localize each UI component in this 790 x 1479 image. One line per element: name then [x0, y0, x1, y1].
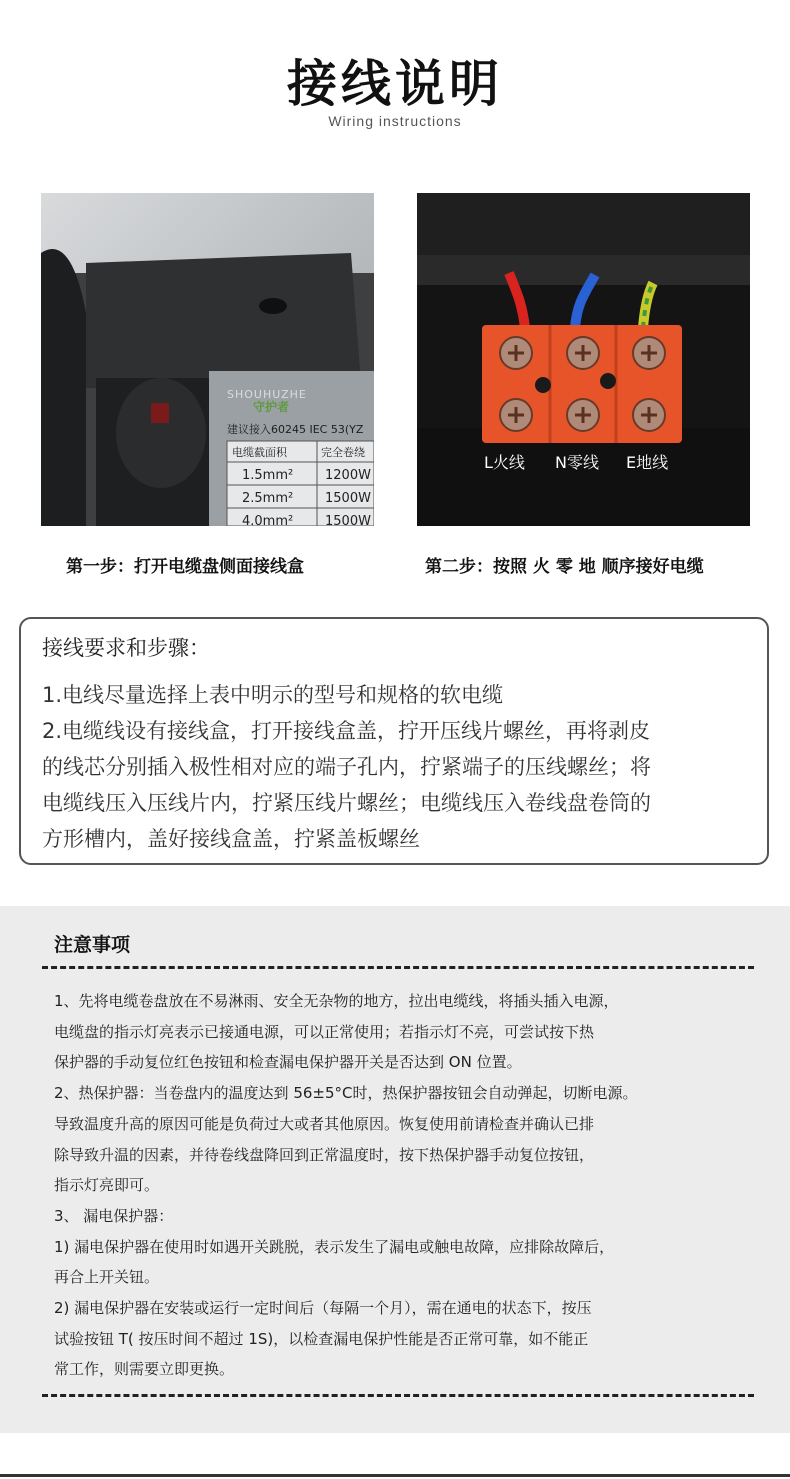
- table-header-power: 完全卷绕: [321, 446, 365, 459]
- brand-label: SHOUHUZHE: [227, 388, 307, 401]
- requirements-line: 的线芯分别插入极性相对应的端子孔内，拧紧端子的压线螺丝；将: [42, 755, 651, 779]
- table-header-area: 电缆截面积: [232, 446, 287, 459]
- table-row-area: 4.0mm²: [242, 514, 294, 526]
- requirements-line: 电缆线压入压线片内，拧紧压线片螺丝；电缆线压入卷线盘卷筒的: [42, 791, 651, 815]
- notes-line: 2、热保护器：当卷盘内的温度达到 56±5°C时，热保护器按钮会自动弹起，切断电源。: [54, 1084, 638, 1103]
- bottom-rule: [0, 1474, 790, 1477]
- spec-line: 建议接入60245 IEC 53(YZ: [227, 423, 364, 436]
- notes-line: 3、 漏电保护器：: [54, 1206, 174, 1225]
- dashed-divider: [42, 1394, 754, 1397]
- table-row-power: 1200W: [325, 468, 371, 483]
- dashed-divider: [42, 966, 754, 969]
- notes-line: 1、先将电缆卷盘放在不易淋雨、安全无杂物的地方，拉出电缆线，将插头插入电源，: [54, 992, 619, 1010]
- requirements-line: 2.电缆线设有接线盒，打开接线盒盖，拧开压线片螺丝，再将剥皮: [42, 719, 651, 743]
- table-row-area: 1.5mm²: [242, 468, 294, 483]
- page-title: 接线说明: [287, 55, 503, 113]
- table-row-power: 1500W: [325, 514, 371, 526]
- notes-section: [0, 906, 790, 1433]
- notes-line: 电缆盘的指示灯亮表示已接通电源，可以正常使用；若指示灯不亮，可尝试按下热: [54, 1022, 595, 1041]
- notes-line: 再合上开关钮。: [54, 1268, 160, 1287]
- table-row-power: 1500W: [325, 491, 371, 506]
- notes-line: 除导致升温的因素，并待卷线盘降回到正常温度时，按下热保护器手动复位按钮，: [54, 1145, 595, 1164]
- notes-line: 常工作，则需要立即更换。: [54, 1360, 235, 1379]
- requirements-line: 方形槽内，盖好接线盒盖，拧紧盖板螺丝: [42, 827, 420, 851]
- neutral-wire-label: N零线: [555, 453, 599, 472]
- notes-line: 1) 漏电保护器在使用时如遇开关跳脱，表示发生了漏电或触电故障，应排除故障后，: [54, 1237, 615, 1256]
- requirements-title: 接线要求和步骤：: [42, 636, 210, 660]
- junction-box-photo: [41, 193, 374, 526]
- earth-wire-label: E地线: [626, 453, 669, 472]
- notes-line: 导致温度升高的原因可能是负荷过大或者其他原因。恢复使用前请检查并确认已排: [54, 1114, 595, 1133]
- brand-cn-label: 守护者: [253, 400, 290, 414]
- notes-body: [54, 986, 744, 1385]
- terminal-block-photo: [417, 193, 750, 526]
- requirements-box: [19, 617, 769, 865]
- step-two-caption: 第二步：按照 火 零 地 顺序接好电缆: [425, 557, 704, 577]
- requirements-line: 1.电线尽量选择上表中明示的型号和规格的软电缆: [42, 683, 504, 707]
- notes-line: 保护器的手动复位红色按钮和检查漏电保护器开关是否达到 ON 位置。: [54, 1053, 522, 1072]
- table-row-area: 2.5mm²: [242, 491, 294, 506]
- notes-line: 2) 漏电保护器在安装或运行一定时间后（每隔一个月），需在通电的状态下，按压: [54, 1299, 592, 1318]
- notes-line: 指示灯亮即可。: [54, 1176, 160, 1195]
- notes-title: 注意事项: [54, 934, 131, 956]
- step-one-caption: 第一步：打开电缆盘侧面接线盒: [66, 557, 304, 577]
- notes-line: 试验按钮 T( 按压时间不超过 1S)，以检查漏电保护性能是否正常可靠，如不能正: [54, 1329, 589, 1348]
- live-wire-label: L火线: [484, 453, 525, 472]
- page-subtitle: Wiring instructions: [328, 113, 462, 129]
